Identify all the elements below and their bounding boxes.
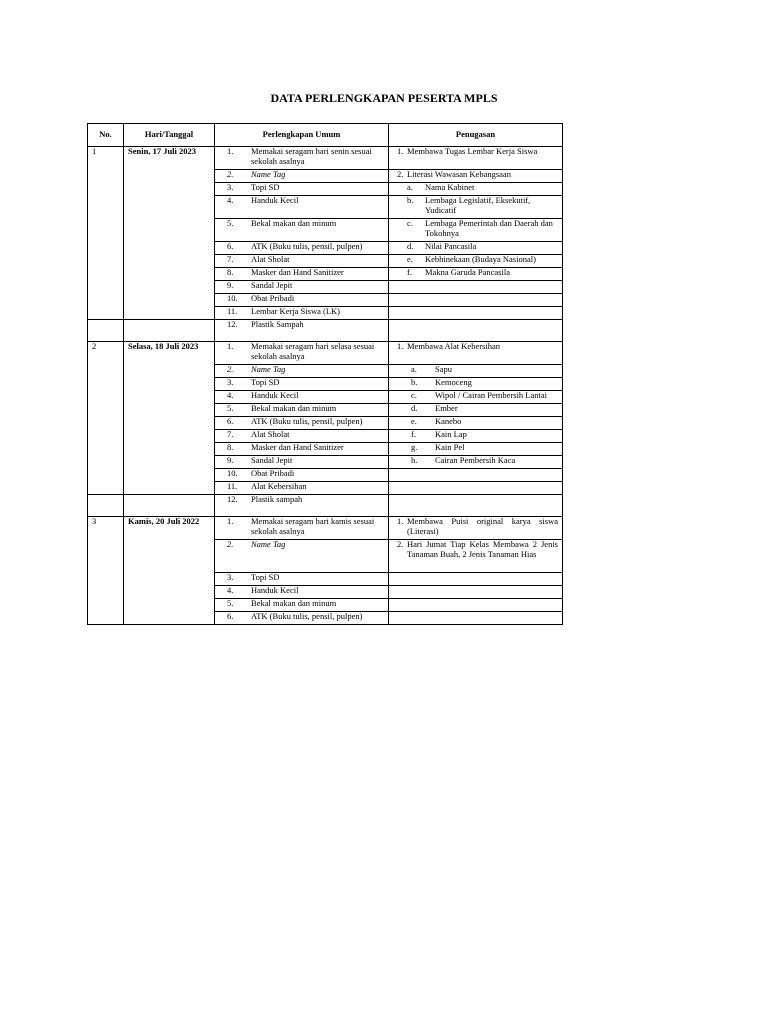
row-date: Kamis, 20 Juli 2022 bbox=[124, 517, 215, 625]
list-item: 4. Handuk Kecil bbox=[227, 195, 299, 205]
list-item: 2. Name Tag bbox=[227, 169, 286, 179]
list-item: 11. Lembar Kerja Siswa (LK) bbox=[227, 306, 340, 316]
list-item: 8. Masker dan Hand Sanitizer bbox=[227, 442, 344, 452]
task-subitem: h. Cairan Pembersih Kaca bbox=[411, 455, 516, 465]
task-subitem: d. Nilai Pancasila bbox=[407, 241, 477, 251]
list-item: 11. Alat Kebersihan bbox=[227, 481, 307, 491]
table-row bbox=[88, 495, 563, 517]
task-item: 2. Hari Jumat Tiap Kelas Membawa 2 Jenis Tanaman Buah, 2 Jenis Tanaman Hias bbox=[397, 539, 558, 559]
list-item: 5. Bekal makan dan minum bbox=[227, 218, 337, 228]
task-item: 1. Membawa Tugas Lembar Kerja Siswa bbox=[397, 146, 538, 156]
task-subitem: b. Lembaga Legislatif, Eksekutif, Yudicatif bbox=[407, 195, 531, 215]
header-equipment: Perlengkapan Umum bbox=[215, 124, 389, 147]
list-item: 3. Topi SD bbox=[227, 182, 280, 192]
row-number: 3 bbox=[88, 517, 124, 625]
list-item: 4. Handuk Kecil bbox=[227, 390, 299, 400]
table-row bbox=[88, 517, 563, 540]
row-date: Senin, 17 Juli 2023 bbox=[124, 147, 215, 320]
list-item: 6. ATK (Buku tulis, pensil, pulpen) bbox=[227, 416, 363, 426]
list-item: 1. Memakai seragam hari kamis sesuai sekolah asalnya bbox=[227, 516, 375, 536]
task-item: 2. Literasi Wawasan Kebangsaan bbox=[397, 169, 511, 179]
list-item: 10. Obat Pribadi bbox=[227, 293, 295, 303]
header-assignment: Penugasan bbox=[389, 124, 563, 147]
equipment-table bbox=[87, 123, 563, 625]
row-date: Selasa, 18 Juli 2023 bbox=[124, 342, 215, 495]
task-subitem: c. Wipol / Cairan Pembersih Lantai bbox=[411, 390, 548, 400]
task-subitem: d. Ember bbox=[411, 403, 458, 413]
task-subitem: f. Kain Lap bbox=[411, 429, 467, 439]
list-item: 12. Plastik Sampah bbox=[227, 319, 304, 329]
task-subitem: a. Sapu bbox=[411, 364, 452, 374]
list-item: 7. Alat Sholat bbox=[227, 254, 290, 264]
list-item: 12. Plastik sampah bbox=[227, 494, 303, 504]
list-item: 1. Memakai seragam hari senin sesuai sekolah asalnya bbox=[227, 146, 372, 166]
list-item: 5. Bekal makan dan minum bbox=[227, 598, 337, 608]
list-item: 4. Handuk Kecil bbox=[227, 585, 299, 595]
list-item: 9. Sandal Jepit bbox=[227, 280, 293, 290]
table-row bbox=[88, 342, 563, 365]
task-subitem: a. Nama Kabinet bbox=[407, 182, 475, 192]
task-subitem: g. Kain Pel bbox=[411, 442, 465, 452]
list-item: 6. ATK (Buku tulis, pensil, pulpen) bbox=[227, 611, 363, 621]
task-subitem: c. Lembaga Pemerintah dan Daerah dan Tokohnya bbox=[407, 218, 553, 238]
list-item: 8. Masker dan Hand Sanitizer bbox=[227, 267, 344, 277]
row-number: 2 bbox=[88, 342, 124, 495]
task-subitem: e. Kanebo bbox=[411, 416, 462, 426]
header-row bbox=[88, 124, 563, 147]
list-item: 2. Name Tag bbox=[227, 539, 286, 549]
list-item: 6. ATK (Buku tulis, pensil, pulpen) bbox=[227, 241, 363, 251]
row-number: 1 bbox=[88, 147, 124, 320]
list-item: 1. Memakai seragam hari selasa sesuai sekolah asalnya bbox=[227, 341, 375, 361]
list-item: 5. Bekal makan dan minum bbox=[227, 403, 337, 413]
task-subitem: e. Kebhinekaan (Budaya Nasional) bbox=[407, 254, 536, 264]
task-subitem: f. Makna Garuda Pancasila bbox=[407, 267, 510, 277]
table-row bbox=[88, 147, 563, 170]
list-item: 3. Topi SD bbox=[227, 377, 280, 387]
table-row bbox=[88, 320, 563, 342]
header-date: Hari/Tanggal bbox=[124, 124, 215, 147]
task-item: 1. Membawa Puisi original karya siswa (Literasi) bbox=[397, 516, 558, 536]
task-item: 1. Membawa Alat Kebersihan bbox=[397, 341, 500, 351]
list-item: 7. Alat Sholat bbox=[227, 429, 290, 439]
list-item: 2. Name Tag bbox=[227, 364, 286, 374]
list-item: 9. Sandal Jepit bbox=[227, 455, 293, 465]
header-no: No. bbox=[88, 124, 124, 147]
list-item: 10. Obat Pribadi bbox=[227, 468, 295, 478]
document-title: DATA PERLENGKAPAN PESERTA MPLS bbox=[270, 91, 498, 105]
task-subitem: b. Kemoceng bbox=[411, 377, 472, 387]
list-item: 3. Topi SD bbox=[227, 572, 280, 582]
